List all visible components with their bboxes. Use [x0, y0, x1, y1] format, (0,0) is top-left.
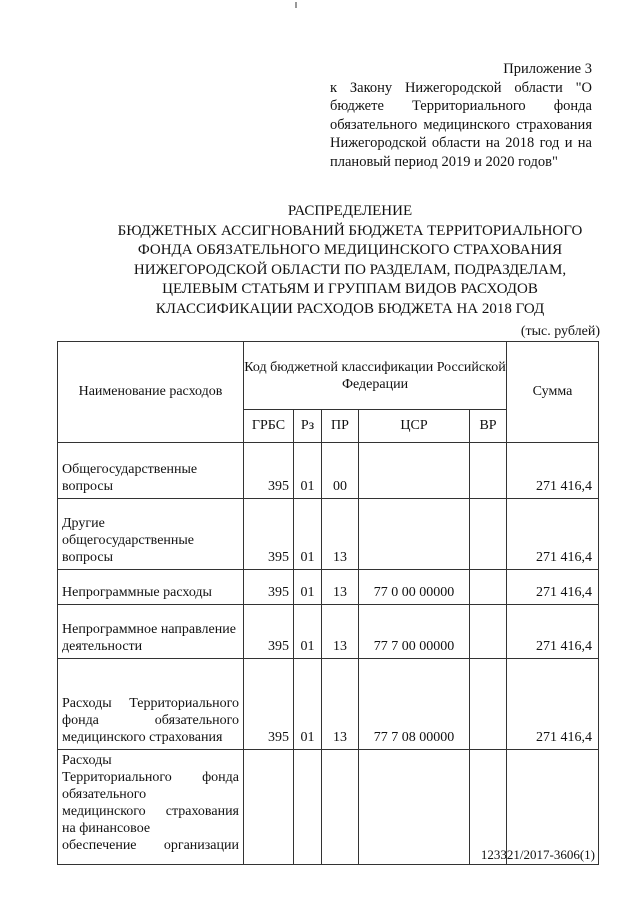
row-vr: [470, 605, 507, 659]
header-csr: ЦСР: [359, 410, 470, 443]
row-grbs: [244, 750, 294, 865]
units-label: (тыс. рублей): [520, 324, 600, 339]
heading-line: ФОНДА ОБЯЗАТЕЛЬНОГО МЕДИЦИНСКОГО СТРАХОВАНИЯ: [137, 242, 563, 258]
row-sum: 271 416,4: [507, 659, 599, 750]
row-name-word: фонда: [202, 770, 239, 785]
header-pr: ПР: [322, 410, 359, 443]
row-name-line: [62, 803, 239, 820]
row-name: Непрограммные расходы: [58, 570, 244, 605]
row-grbs: 395: [244, 499, 294, 570]
row-vr: [470, 499, 507, 570]
row-csr: [359, 443, 470, 499]
row-vr: [470, 570, 507, 605]
row-grbs: 395: [244, 570, 294, 605]
row-pr: [322, 750, 359, 865]
row-name: [58, 750, 244, 865]
table-row: [58, 659, 599, 750]
row-grbs: 395: [244, 605, 294, 659]
row-vr: [470, 659, 507, 750]
row-sum: 271 416,4: [507, 605, 599, 659]
row-grbs: 395: [244, 443, 294, 499]
row-name-line: обязательного: [62, 787, 147, 802]
row-name-word: обеспечение: [62, 838, 137, 853]
header-vr: ВР: [470, 410, 507, 443]
heading-line: КЛАССИФИКАЦИИ РАСХОДОВ БЮДЖЕТА НА 2018 ГОД: [155, 300, 545, 317]
row-grbs: 395: [244, 659, 294, 750]
header-grbs: ГРБС: [244, 410, 294, 443]
table-row: [58, 570, 599, 605]
heading-line: ЦЕЛЕВЫМ СТАТЬЯМ И ГРУППАМ ВИДОВ РАСХОДОВ: [162, 281, 538, 297]
document-number: 123321/2017-3606(1): [480, 847, 595, 862]
row-name-line: [62, 769, 239, 786]
header-rz: Рз: [294, 410, 322, 443]
header-sum: Сумма: [507, 342, 599, 443]
row-sum: 271 416,4: [507, 499, 599, 570]
heading-line: РАСПРЕДЕЛЕНИЕ: [287, 203, 413, 219]
row-name: Общегосударственные вопросы: [58, 443, 244, 499]
table-row: [58, 605, 599, 659]
row-csr: [359, 499, 470, 570]
scan-mark: [295, 2, 297, 8]
row-name-word: страхования: [165, 804, 239, 819]
row-name-line: [62, 837, 239, 854]
row-name-word: Территориального: [62, 770, 172, 785]
row-sum: 271 416,4: [507, 443, 599, 499]
row-name: Непрограммное направление деятельности: [58, 605, 244, 659]
row-csr: 77 0 00 00000: [359, 570, 470, 605]
table-row: [58, 443, 599, 499]
row-rz: 01: [294, 499, 322, 570]
row-name-line: на финансовое: [62, 821, 151, 836]
heading-line: НИЖЕГОРОДСКОЙ ОБЛАСТИ ПО РАЗДЕЛАМ, ПОДРАЗДЕЛАМ,: [133, 261, 567, 278]
row-pr: 13: [322, 499, 359, 570]
heading-line: БЮДЖЕТНЫХ АССИГНОВАНИЙ БЮДЖЕТА ТЕРРИТОРИАЛЬНОГО: [117, 222, 583, 239]
row-name: Другие общегосударственные вопросы: [58, 499, 244, 570]
row-name-line: Расходы: [62, 753, 112, 768]
table-row: [58, 499, 599, 570]
row-pr: 13: [322, 570, 359, 605]
row-pr: 13: [322, 659, 359, 750]
header-name: Наименование расходов: [58, 342, 244, 443]
row-name-word: медицинского: [62, 804, 146, 819]
row-pr: 00: [322, 443, 359, 499]
row-csr: 77 7 00 00000: [359, 605, 470, 659]
appendix-title: Приложение 3: [503, 61, 592, 77]
row-vr: [470, 443, 507, 499]
row-name-word: организации: [163, 838, 239, 853]
row-rz: 01: [294, 443, 322, 499]
row-csr: 77 7 08 00000: [359, 659, 470, 750]
appendix-text: к Закону Нижегородской области "О бюджете Территориального фонда обязательного медицинского страхования Нижегородской области на 2018 год и на плановый период 2019 и 2020 годов": [330, 79, 592, 170]
row-rz: 01: [294, 570, 322, 605]
row-csr: [359, 750, 470, 865]
row-rz: 01: [294, 605, 322, 659]
appendix-block: [330, 60, 592, 171]
header-code-group: Код бюджетной классификации Российской Федерации: [244, 342, 507, 410]
row-rz: 01: [294, 659, 322, 750]
row-pr: 13: [322, 605, 359, 659]
row-sum: 271 416,4: [507, 570, 599, 605]
row-rz: [294, 750, 322, 865]
row-name: Расходы Территориального фонда обязательного медицинского страхования: [58, 659, 244, 750]
document-heading: [60, 202, 640, 319]
budget-table: [57, 341, 599, 865]
